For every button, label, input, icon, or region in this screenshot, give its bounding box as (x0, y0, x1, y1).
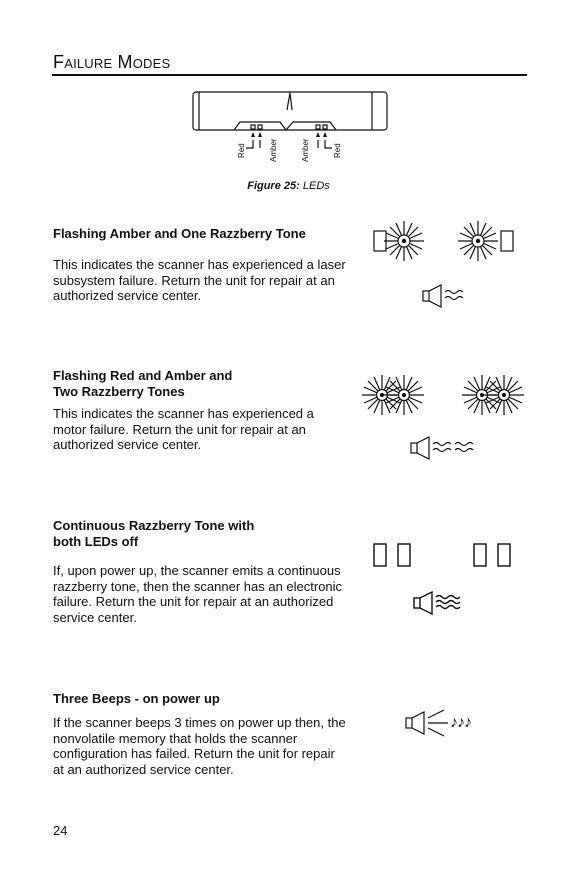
led-label-red-right: Red (333, 143, 342, 158)
section-body-three-beeps: If the scanner beeps 3 times on power up then, the nonvolatile memory that holds the scanner configuration has failed. Return the unit for repair at an authorized service center. (53, 715, 346, 777)
flashing-red-amber-led-icon (356, 370, 526, 465)
section-heading-line1: Flashing Red and Amber and (53, 368, 233, 383)
section-heading-red-amber-two-tones (53, 368, 232, 400)
section-body-red-amber-two-tones: This indicates the scanner has experienced a motor failure. Return the unit for repair at an authorized service center. (53, 406, 314, 452)
section-heading-line2: Two Razzberry Tones (53, 384, 185, 399)
figure-caption-label: Figure 25: (247, 180, 300, 192)
section-heading-line1: Continuous Razzberry Tone with (53, 518, 255, 533)
speaker-one-tone-icon (423, 285, 463, 307)
led-burst-icon (384, 221, 498, 261)
page-number: 24 (53, 823, 68, 838)
flashing-amber-led-icon (370, 218, 520, 313)
led-label-amber-left: Amber (269, 138, 278, 162)
speaker-continuous-tone-icon (414, 592, 460, 614)
music-notes-icon: ♪♪♪ (450, 714, 471, 731)
scanner-led-diagram (190, 88, 390, 164)
speaker-two-tones-icon (411, 437, 473, 459)
led-label-amber-right: Amber (301, 138, 310, 162)
section-heading-three-beeps: Three Beeps - on power up (53, 691, 220, 706)
leds-off-icon (370, 540, 515, 620)
title-rule (52, 74, 527, 76)
section-heading-line2: both LEDs off (53, 534, 139, 549)
section-heading-amber-one-tone: Flashing Amber and One Razzberry Tone (53, 226, 306, 241)
page-title: Failure Modes (53, 52, 171, 72)
led-label-red-left: Red (237, 143, 246, 158)
section-body-continuous-tone: If, upon power up, the scanner emits a continuous razzberry tone, then the scanner has an electronic failure. Return the unit for repair at an authorized service center. (53, 563, 343, 625)
section-heading-continuous-tone (53, 518, 254, 550)
figure-caption (0, 180, 577, 192)
section-body-amber-one-tone: This indicates the scanner has experienced a laser subsystem failure. Return the unit for repair at an authorized service center. (53, 257, 346, 303)
speaker-three-beeps-icon (404, 706, 454, 742)
figure-caption-text: LEDs (302, 180, 330, 192)
